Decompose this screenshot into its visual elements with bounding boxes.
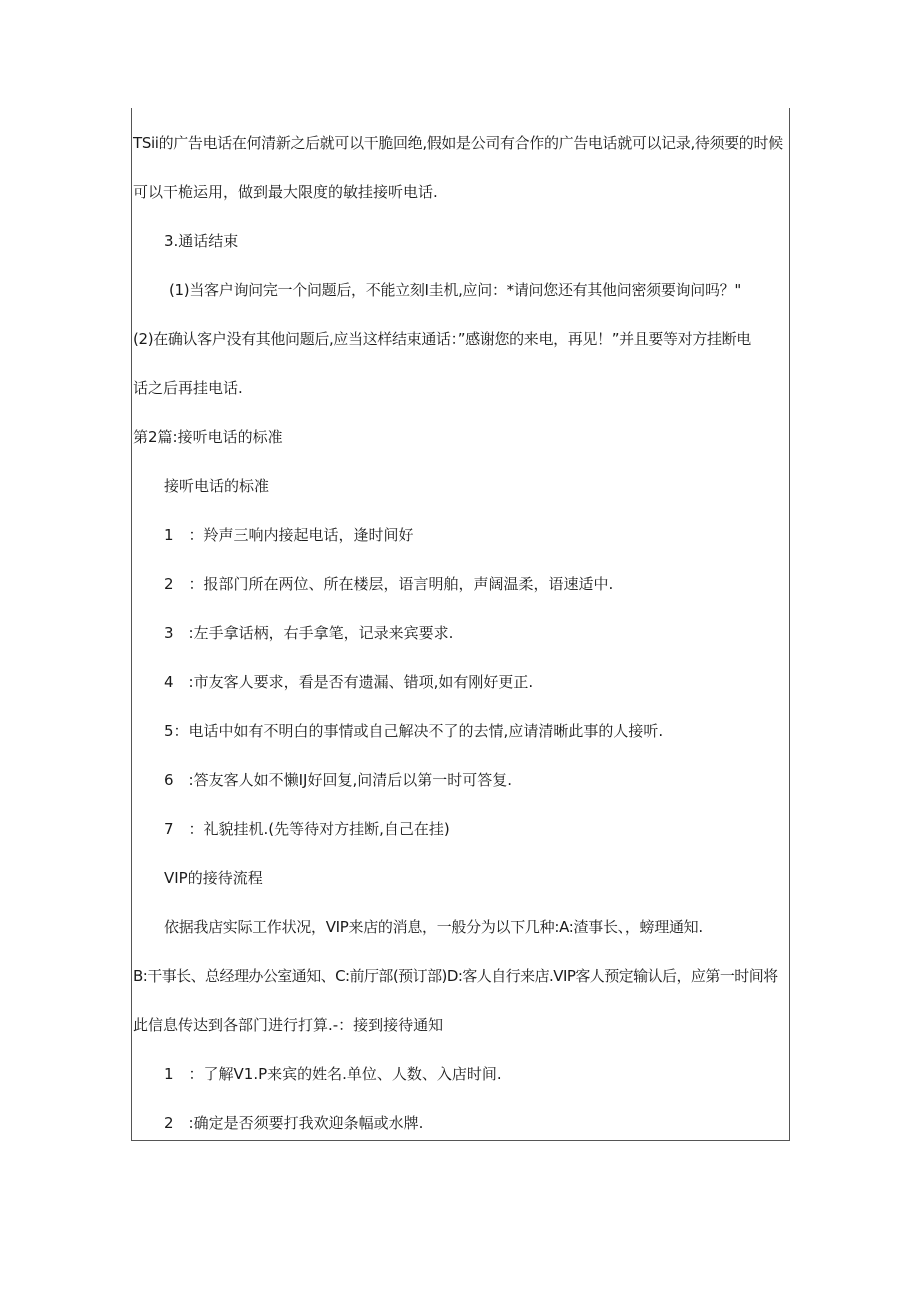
paragraph-line: 话之后再挂电话.: [133, 379, 243, 397]
paragraph-line: 可以干桅运用，做到最大限度的敏挂接听电话.: [133, 183, 438, 201]
section-heading: 3.通话结束: [164, 232, 239, 250]
list-item: 6 :答友客人如不懒IJ好回复,问清后以第一时可答复.: [164, 771, 512, 789]
paragraph-line: (1)当客户询问完一个问题后，不能立刻I圭机,应问：*请问您还有其他问密须要询问吗？": [169, 281, 741, 299]
list-item: 2 :确定是否须要打我欢迎条幅或水牌.: [164, 1114, 424, 1132]
list-item: 1 ：羚声三响内接起电话，逢时间好: [164, 526, 414, 544]
paragraph-line: TSii的广告电话在何清新之后就可以干脆回绝,假如是公司有合作的广告电话就可以记录,待须要的时候: [133, 134, 783, 152]
subheading: VIP的接待流程: [164, 869, 263, 887]
list-item: 5：电话中如有不明白的事情或自己解决不了的去情,应请清晰此事的人接听.: [164, 722, 664, 740]
list-item: 2 ：报部门所在两位、所在楼层，语言明舶，声阔温柔，语速适中.: [164, 575, 614, 593]
subheading: 接听电话的标准: [164, 477, 270, 495]
chapter-heading: 第2篇:接听电话的标准: [133, 428, 283, 446]
list-item: 4 :市友客人要求，看是否有遗漏、错项,如有刚好更正.: [164, 673, 534, 691]
paragraph-line: (2)在确认客户没有其他问题后,应当这样结束通话：”感谢您的来电，再见！”并且要等对方挂断电: [133, 330, 751, 348]
paragraph-line: 此信息传达到各部门进行打算.-：接到接待通知: [133, 1016, 444, 1034]
paragraph-line: B:干事长、总经理办公室通知、C:前厅部(预订部)D:客人自行来店.VIP客人预定输认后，应第一时间将: [133, 967, 778, 985]
list-item: 7 ：礼貌挂机.(先等待对方挂断,自己在挂): [164, 820, 450, 838]
list-item: 1 ：了解V1.P来宾的姓名.单位、人数、入店时间.: [164, 1065, 502, 1083]
list-item: 3 :左手拿话柄，右手拿笔，记录来宾要求.: [164, 624, 454, 642]
paragraph-line: 依据我店实际工作状况，VIP来店的消息，一般分为以下几种:A:渣事长、，螃理通知.: [164, 918, 703, 936]
